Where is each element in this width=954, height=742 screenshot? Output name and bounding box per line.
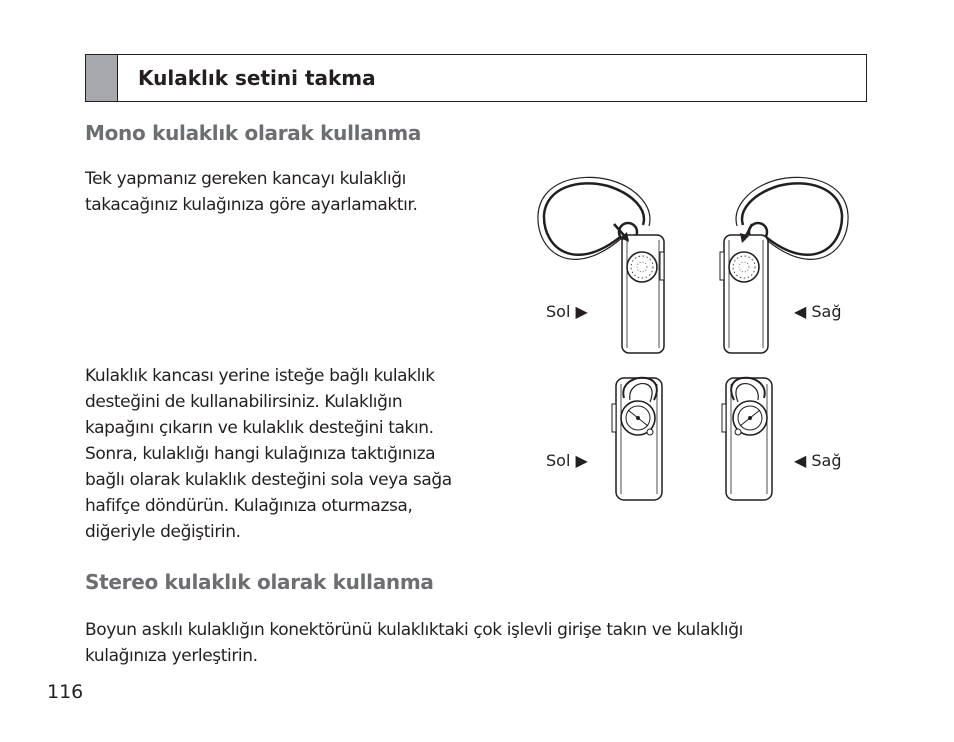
mono-support-paragraph [85, 363, 452, 545]
headset-right-support-illustration [720, 374, 782, 504]
section-header-bar [85, 54, 867, 102]
label-right-bottom: ◀ Sağ [794, 451, 842, 470]
headset-right-hook-illustration [722, 180, 862, 356]
page-number: 116 [47, 681, 84, 703]
text-line: Kulaklık kancası yerine isteğe bağlı kulaklık [85, 366, 435, 386]
text-line: bağlı olarak kulaklık desteğini sola veya sağa [85, 470, 452, 490]
label-left-top: Sol ▶ [546, 302, 588, 321]
mono-heading: Mono kulaklık olarak kullanma [85, 121, 422, 145]
section-title: Kulaklık setini takma [138, 66, 376, 90]
text-line: Boyun askılı kulaklığın konektörünü kulaklıktaki çok işlevli girişe takın ve kulaklığı [85, 620, 743, 640]
text-line: desteğini de kullanabilirsiniz. Kulaklığın [85, 392, 403, 412]
headset-left-support-illustration [606, 374, 668, 504]
mono-intro [85, 166, 417, 218]
text-line: kapağını çıkarın ve kulaklık desteğini takın. [85, 418, 434, 438]
label-left-bottom: Sol ▶ [546, 451, 588, 470]
stereo-heading: Stereo kulaklık olarak kullanma [85, 570, 434, 594]
text-line: hafifçe döndürün. Kulağınıza oturmazsa, [85, 496, 413, 516]
stereo-paragraph [85, 617, 743, 669]
text-line: Tek yapmanız gereken kancayı kulaklığı [85, 169, 407, 189]
headset-left-hook-illustration [538, 180, 678, 356]
text-line: kulağınıza yerleştirin. [85, 646, 258, 666]
text-line: diğeriyle değiştirin. [85, 522, 241, 542]
label-right-top: ◀ Sağ [794, 302, 842, 321]
text-line: takacağınız kulağınıza göre ayarlamaktır. [85, 195, 418, 215]
section-marker [86, 55, 118, 101]
text-line: Sonra, kulaklığı hangi kulağınıza taktığınıza [85, 444, 436, 464]
